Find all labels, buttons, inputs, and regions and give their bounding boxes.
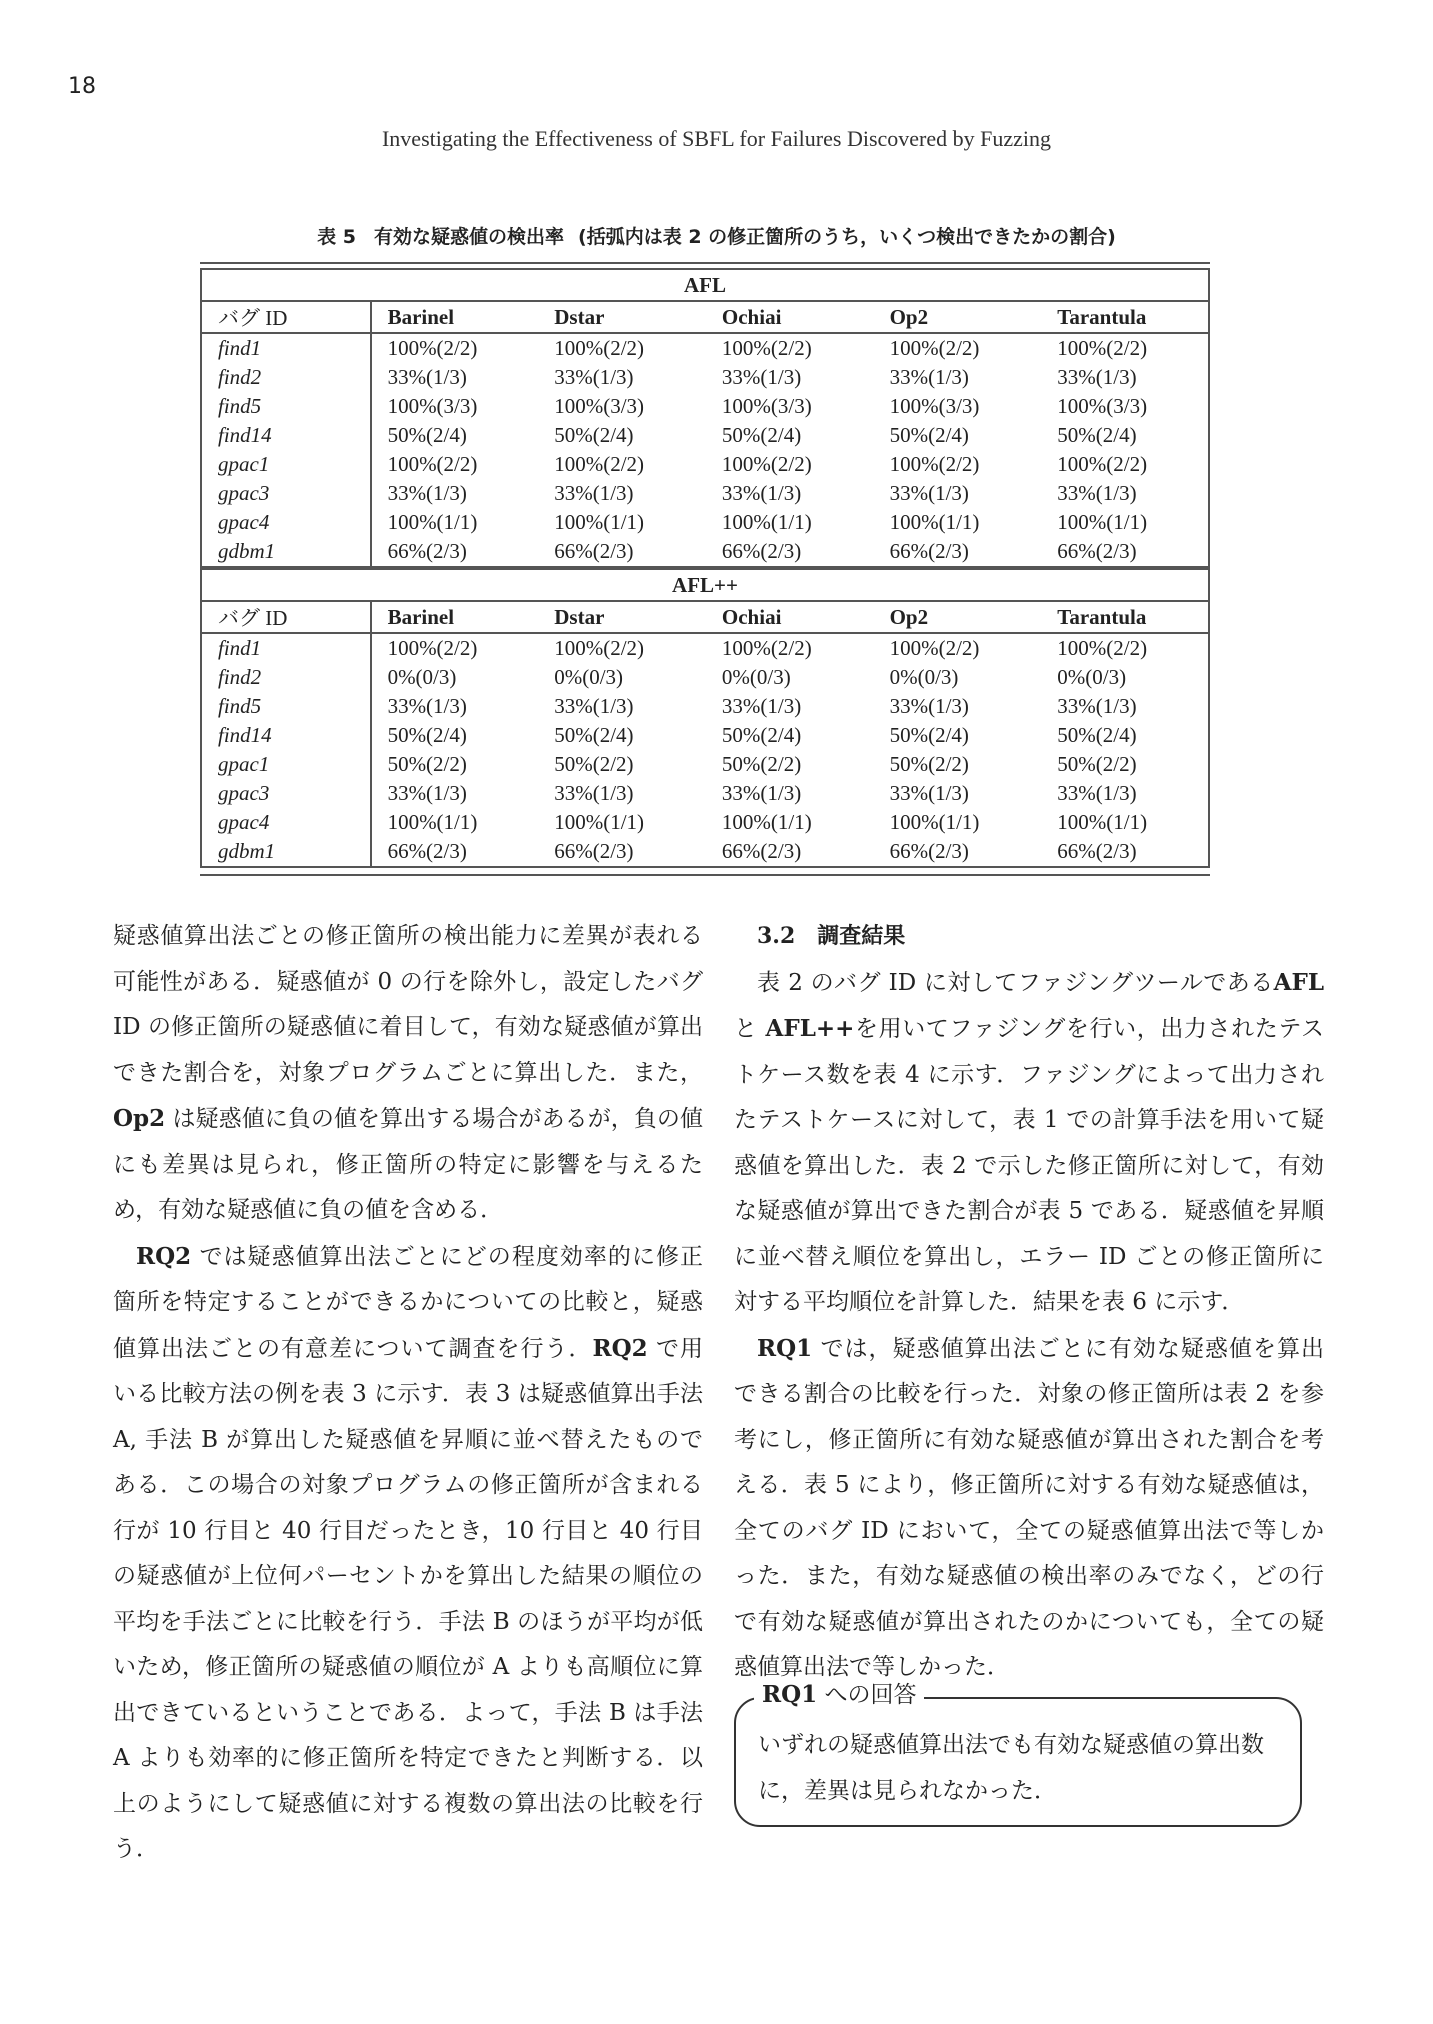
rate-cell: 100%(2/2) — [387, 336, 478, 360]
rate-cell: 100%(3/3) — [554, 394, 645, 418]
rate-cell: 100%(2/2) — [721, 452, 812, 476]
rate-cell: 100%(2/2) — [387, 636, 478, 660]
rate-cell: 66%(2/3) — [1057, 539, 1137, 563]
rate-cell: 33%(1/3) — [889, 365, 969, 389]
rate-cell: 33%(1/3) — [889, 481, 969, 505]
rate-cell: 100%(3/3) — [721, 394, 812, 418]
rate-cell: 33%(1/3) — [721, 365, 802, 389]
bug-id-cell: gdbm1 — [201, 837, 371, 867]
rate-cell: 100%(2/2) — [889, 452, 980, 476]
page-number: 18 — [68, 74, 96, 99]
rate-cell: 33%(1/3) — [721, 694, 802, 718]
rate-cell: 100%(1/1) — [721, 510, 812, 534]
rate-cell: 66%(2/3) — [889, 839, 969, 863]
rate-cell: 33%(1/3) — [554, 694, 634, 718]
rate-cell: 100%(1/1) — [1057, 810, 1148, 834]
table-caption-title: 有効な疑惑値の検出率 — [374, 226, 565, 248]
bug-id-cell: gpac4 — [201, 808, 371, 837]
bug-id-cell: gpac1 — [201, 450, 371, 479]
paragraph-rq1-results: RQ1 では，疑惑値算出法ごとに有効な疑惑値を算出できる割合の比較を行った．対象の修正箇所は表 2 を参考にし，修正箇所に有効な疑惑値が算出された割合を考える．表 5 により，修正箇所に対する有効な疑惑値は，全てのバグ ID において，全ての疑惑値算出法で等しかった．また，有効な疑惑値の検出率のみでなく，どの行で有効な疑惑値が算出されたのかについても，全ての疑惑値算出法で等しかった． — [734, 1334, 1324, 1680]
bug-id-cell: gpac4 — [201, 508, 371, 537]
rate-cell: 100%(2/2) — [721, 636, 812, 660]
bug-id-cell: gpac3 — [201, 479, 371, 508]
table-row — [201, 750, 1209, 779]
column-header-ochiai: Ochiai — [706, 301, 874, 333]
rate-cell: 100%(2/2) — [554, 336, 645, 360]
rate-cell: 100%(2/2) — [1057, 336, 1148, 360]
group-header-row — [201, 269, 1209, 301]
rate-cell: 100%(2/2) — [1057, 452, 1148, 476]
rate-cell: 66%(2/3) — [721, 539, 802, 563]
rate-cell: 50%(2/4) — [1057, 723, 1137, 747]
paragraph-results: 表 2 のバグ ID に対してファジングツールであるAFL と AFL++を用いてファジングを行い，出力されたテストケース数を表 4 に示す．ファジングによって出力されたテストケースに対して，表 1 での計算手法を用いて疑惑値を算出した．表 2 で示した修正箇所に対して，有効な疑惑値が算出できた割合が表 5 である．疑惑値を昇順に並べ替え順位を算出し，エラー ID ごとの修正箇所に対する平均順位を計算した．結果を表 6 に示す． — [734, 968, 1324, 1315]
table-row — [201, 808, 1209, 837]
column-header-barinel: Barinel — [371, 301, 539, 333]
table-row — [201, 721, 1209, 750]
column-header-dstar: Dstar — [538, 601, 706, 633]
rate-cell: 100%(3/3) — [889, 394, 980, 418]
rate-cell: 100%(1/1) — [387, 510, 478, 534]
rate-cell: 100%(1/1) — [1057, 510, 1148, 534]
rate-cell: 50%(2/2) — [387, 752, 467, 776]
paragraph-rq2-method: RQ2 では疑惑値算出法ごとにどの程度効率的に修正箇所を特定することができるかについての比較と，疑惑値算出法ごとの有意差について調査を行う．RQ2 で用いる比較方法の例を表 3 に示す．表 3 は疑惑値算出手法 A, 手法 B が算出した疑惑値を昇順に並べ替えたものである．この場合の対象プログラムの修正箇所が含まれる行が 10 行目と 40 行目だったとき，10 行目と 40 行目の疑惑値が上位何パーセントかを算出した結果の順位の平均を手法ごとに比較を行う．手法 B のほうが平均が低いため，修正箇所の疑惑値の順位が A よりも高順位に算出できているということである．よって，手法 B は手法 A よりも効率的に修正箇所を特定できたと判断する．以上のようにして疑惑値に対する複数の算出法の比較を行う． — [113, 1242, 703, 1862]
rate-cell: 66%(2/3) — [554, 539, 634, 563]
rate-cell: 50%(2/2) — [721, 752, 802, 776]
column-header-ochiai: Ochiai — [706, 601, 874, 633]
section-heading: 3.2 調査結果 — [757, 923, 906, 949]
bug-id-cell: find5 — [201, 692, 371, 721]
bug-id-cell: find1 — [201, 333, 371, 363]
rate-cell: 33%(1/3) — [387, 365, 467, 389]
rate-cell: 0%(0/3) — [554, 665, 624, 689]
table-row — [201, 837, 1209, 867]
rate-cell: 50%(2/4) — [554, 423, 634, 447]
table-row — [201, 363, 1209, 392]
rate-cell: 100%(3/3) — [387, 394, 478, 418]
rate-cell: 50%(2/4) — [721, 723, 802, 747]
rate-cell: 66%(2/3) — [387, 539, 467, 563]
column-header-bug-id: バグ ID — [201, 601, 371, 633]
table-caption — [0, 222, 1433, 249]
rate-cell: 100%(2/2) — [889, 636, 980, 660]
rate-cell: 33%(1/3) — [1057, 481, 1137, 505]
rate-cell: 66%(2/3) — [721, 839, 802, 863]
table-caption-label: 表 5 — [317, 226, 356, 248]
running-head: Investigating the Effectiveness of SBFL for Failures Discovered by Fuzzing — [381, 126, 1052, 151]
table-row — [201, 633, 1209, 663]
group-name: AFL++ — [201, 569, 1209, 601]
rq1-answer-text: いずれの疑惑値算出法でも有効な疑惑値の算出数に，差異は見られなかった． — [758, 1732, 1264, 1804]
group-name: AFL — [201, 269, 1209, 301]
table-row — [201, 450, 1209, 479]
rate-cell: 66%(2/3) — [554, 839, 634, 863]
table-row — [201, 508, 1209, 537]
rate-cell: 50%(2/4) — [387, 423, 467, 447]
rate-cell: 66%(2/3) — [387, 839, 467, 863]
column-header-tarantula: Tarantula — [1041, 601, 1209, 633]
table-afl — [200, 268, 1210, 568]
bug-id-cell: find1 — [201, 633, 371, 663]
table-row — [201, 479, 1209, 508]
rate-cell: 50%(2/4) — [889, 423, 969, 447]
rate-cell: 0%(0/3) — [721, 665, 791, 689]
table-row — [201, 537, 1209, 567]
rate-cell: 33%(1/3) — [554, 781, 634, 805]
column-header-row — [201, 601, 1209, 633]
column-header-dstar: Dstar — [538, 301, 706, 333]
paragraph-detection-rate: 疑惑値算出法ごとの修正箇所の検出能力に差異が表れる可能性がある．疑惑値が 0 の行を除外し，設定したバグ ID の修正箇所の疑惑値に着目して，有効な疑惑値が算出できた割合を，対象プログラムごとに算出した．また，Op2 は疑惑値に負の値を算出する場合があるが，負の値にも差異は見られ，修正箇所の特定に影響を与えるため，有効な疑惑値に負の値を含める． — [113, 923, 703, 1223]
column-header-row — [201, 301, 1209, 333]
table-row — [201, 333, 1209, 363]
rate-cell: 100%(1/1) — [889, 810, 980, 834]
bug-id-cell: gpac1 — [201, 750, 371, 779]
column-header-tarantula: Tarantula — [1041, 301, 1209, 333]
table-top-rule — [200, 262, 1210, 264]
column-header-barinel: Barinel — [371, 601, 539, 633]
rate-cell: 100%(2/2) — [554, 636, 645, 660]
rate-cell: 50%(2/4) — [721, 423, 802, 447]
rate-cell: 50%(2/2) — [1057, 752, 1137, 776]
column-header-op2: Op2 — [874, 301, 1042, 333]
rate-cell: 50%(2/4) — [1057, 423, 1137, 447]
rate-cell: 0%(0/3) — [1057, 665, 1127, 689]
table-row — [201, 779, 1209, 808]
left-column — [113, 914, 703, 1873]
rate-cell: 66%(2/3) — [889, 539, 969, 563]
rate-cell: 33%(1/3) — [721, 781, 802, 805]
table-caption-note: (括弧内は表 2 の修正箇所のうち，いくつ検出できたかの割合) — [578, 226, 1116, 248]
table-aflpp — [200, 568, 1210, 868]
rate-cell: 33%(1/3) — [387, 694, 467, 718]
rate-cell: 33%(1/3) — [387, 781, 467, 805]
rate-cell: 33%(1/3) — [889, 694, 969, 718]
rate-cell: 50%(2/2) — [889, 752, 969, 776]
group-header-row — [201, 569, 1209, 601]
rate-cell: 100%(3/3) — [1057, 394, 1148, 418]
rate-cell: 50%(2/4) — [554, 723, 634, 747]
rate-cell: 33%(1/3) — [1057, 694, 1137, 718]
table-row — [201, 392, 1209, 421]
column-header-bug-id: バグ ID — [201, 301, 371, 333]
table-bottom-rule — [200, 874, 1210, 876]
rate-cell: 100%(2/2) — [889, 336, 980, 360]
rate-cell: 50%(2/4) — [387, 723, 467, 747]
rate-cell: 100%(2/2) — [1057, 636, 1148, 660]
bug-id-cell: find2 — [201, 663, 371, 692]
bug-id-cell: find2 — [201, 363, 371, 392]
right-column — [734, 914, 1324, 1691]
bug-id-cell: find5 — [201, 392, 371, 421]
rate-cell: 100%(2/2) — [554, 452, 645, 476]
rate-cell: 100%(2/2) — [721, 336, 812, 360]
rate-cell: 100%(1/1) — [889, 510, 980, 534]
rate-cell: 33%(1/3) — [1057, 781, 1137, 805]
rq1-answer-title: RQ1 への回答 — [754, 1680, 924, 1710]
table-row — [201, 692, 1209, 721]
rate-cell: 33%(1/3) — [721, 481, 802, 505]
table-afl-block — [200, 262, 1210, 568]
table-row — [201, 421, 1209, 450]
rate-cell: 33%(1/3) — [387, 481, 467, 505]
rate-cell: 33%(1/3) — [554, 481, 634, 505]
rate-cell: 100%(1/1) — [554, 510, 645, 534]
rate-cell: 50%(2/4) — [889, 723, 969, 747]
rate-cell: 33%(1/3) — [554, 365, 634, 389]
table-aflpp-block — [200, 568, 1210, 876]
rate-cell: 50%(2/2) — [554, 752, 634, 776]
rate-cell: 100%(1/1) — [387, 810, 478, 834]
bug-id-cell: gdbm1 — [201, 537, 371, 567]
bug-id-cell: gpac3 — [201, 779, 371, 808]
rate-cell: 66%(2/3) — [1057, 839, 1137, 863]
rate-cell: 100%(1/1) — [554, 810, 645, 834]
bug-id-cell: find14 — [201, 421, 371, 450]
rate-cell: 0%(0/3) — [387, 665, 457, 689]
rate-cell: 33%(1/3) — [1057, 365, 1137, 389]
rate-cell: 0%(0/3) — [889, 665, 959, 689]
column-header-op2: Op2 — [874, 601, 1042, 633]
table-row — [201, 663, 1209, 692]
rate-cell: 100%(1/1) — [721, 810, 812, 834]
bug-id-cell: find14 — [201, 721, 371, 750]
rate-cell: 100%(2/2) — [387, 452, 478, 476]
rate-cell: 33%(1/3) — [889, 781, 969, 805]
